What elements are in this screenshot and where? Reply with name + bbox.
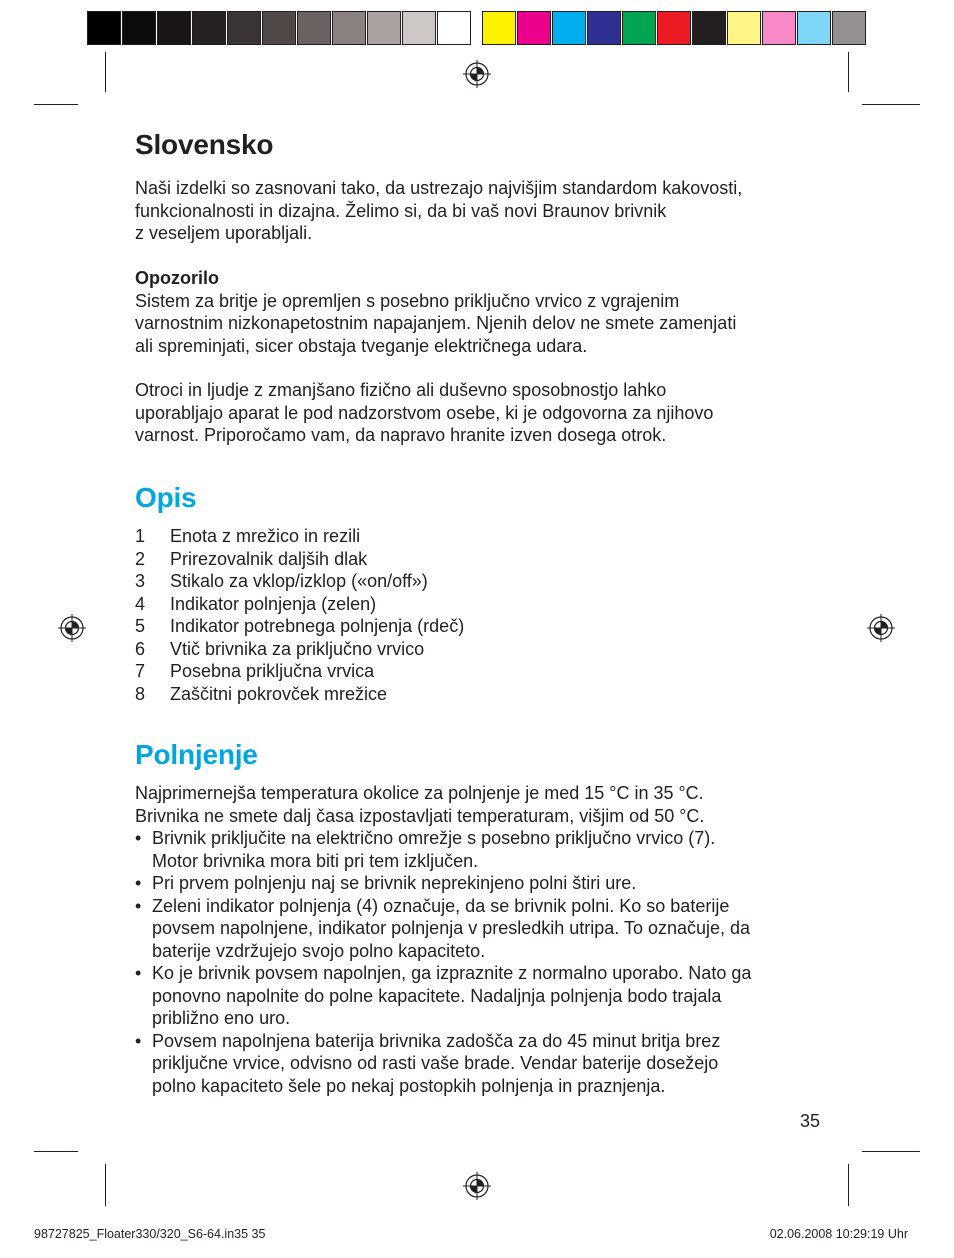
charging-line: Brivnika ne smete dalj časa izpostavljati temperaturam, višjim od 50 °C. (135, 805, 705, 826)
item-text: Posebna priključna vrvica (170, 661, 375, 681)
file-info: 98727825_Floater330/320_S6-64.in35 35 (34, 1227, 266, 1241)
color-swatch (657, 11, 691, 45)
color-swatch (517, 11, 551, 45)
crop-mark (34, 1151, 78, 1152)
bullet-item (135, 872, 835, 895)
color-swatch (832, 11, 866, 45)
color-swatch (332, 11, 366, 45)
color-swatch (797, 11, 831, 45)
color-swatch (622, 11, 656, 45)
list-item (135, 570, 464, 593)
color-swatch (762, 11, 796, 45)
item-number: 7 (135, 661, 146, 681)
warning-line: ali spreminjati, sicer obstaja tveganje električnega udara. (135, 335, 588, 356)
bullet-item (135, 895, 835, 963)
bullet-line: Motor brivnika mora biti pri tem izključen. (152, 850, 479, 871)
item-text: Indikator polnjenja (zelen) (170, 593, 377, 614)
list-item (135, 593, 464, 616)
registration-mark-icon (58, 614, 86, 642)
item-text: Prirezovalnik daljših dlak (170, 548, 368, 569)
bullet-symbol: • (135, 963, 142, 983)
warning-line: Sistem za britje je opremljen s posebno priključno vrvico z vgrajenim (135, 290, 680, 311)
bullet-item (135, 962, 835, 1030)
intro-line: z veseljem uporabljali. (135, 223, 313, 243)
bullet-line: Zeleni indikator polnjenja (4) označuje, da se brivnik polni. Ko so baterije (152, 895, 730, 916)
bullet-line: povsem napolnjene, indikator polnjenja v presledkih utripa. To označuje, da (152, 918, 751, 938)
bullet-item (135, 1030, 835, 1098)
item-number: 6 (135, 638, 146, 659)
color-swatch (587, 11, 621, 45)
color-swatch (227, 11, 261, 45)
list-item (135, 683, 464, 706)
grayscale-color-bar (87, 11, 472, 47)
item-number: 5 (135, 616, 146, 636)
item-number: 1 (135, 526, 146, 546)
warning-heading: Opozorilo (135, 268, 219, 288)
color-swatch (262, 11, 296, 45)
list-item (135, 638, 464, 661)
color-swatch (402, 11, 436, 45)
warning-section (135, 267, 825, 357)
color-swatch (437, 11, 471, 45)
intro-line: funkcionalnosti in dizajna. Želimo si, da bi vaš novi Braunov brivnik (135, 200, 667, 221)
bullet-line: baterije vzdržujejo svojo polno kapaciteto. (152, 940, 486, 961)
description-list (135, 525, 464, 705)
item-text: Enota z mrežico in rezili (170, 526, 361, 546)
bullet-line: polno kapaciteto šele po nekaj postopkih polnjenja in praznjenja. (152, 1075, 666, 1096)
bullet-symbol: • (135, 873, 142, 893)
color-swatch (87, 11, 121, 45)
page-number: 35 (799, 1111, 820, 1131)
charging-heading: Polnjenje (135, 739, 258, 770)
charging-intro (135, 782, 825, 827)
bullet-line: Pri prvem polnjenju naj se brivnik neprekinjeno polni štiri ure. (152, 873, 637, 893)
intro-line: Naši izdelki so zasnovani tako, da ustrezajo najvišjim standardom kakovosti, (135, 178, 743, 198)
crop-mark (105, 1164, 106, 1206)
color-swatch (297, 11, 331, 45)
intro-paragraph (135, 177, 825, 245)
item-number: 2 (135, 548, 146, 569)
item-text: Indikator potrebnega polnjenja (rdeč) (170, 616, 465, 636)
warning-line: varnostnim nizkonapetostnim napajanjem. Njenih delov ne smete zamenjati (135, 313, 737, 333)
crop-mark (862, 1151, 920, 1152)
process-color-bar (482, 11, 867, 47)
color-swatch (692, 11, 726, 45)
item-text: Stikalo za vklop/izklop («on/off») (170, 571, 428, 591)
bullet-line: priključne vrvice, odvisno od rasti vaše brade. Vendar baterije dosežejo (152, 1053, 719, 1073)
bullet-symbol: • (135, 828, 142, 848)
color-swatch (727, 11, 761, 45)
bullet-line: približno eno uro. (152, 1008, 291, 1028)
bullet-line: Ko je brivnik povsem napolnjen, ga izpraznite z normalno uporabo. Nato ga (152, 963, 752, 983)
children-line: varnost. Priporočamo vam, da napravo hranite izven dosega otrok. (135, 425, 667, 445)
children-line: Otroci in ljudje z zmanjšano fizično ali duševno sposobnostjo lahko (135, 380, 667, 400)
item-text: Vtič brivnika za priključno vrvico (170, 638, 425, 659)
item-number: 4 (135, 593, 146, 614)
crop-mark (848, 52, 849, 92)
charging-bullets (135, 827, 835, 1097)
charging-line: Najprimernejša temperatura okolice za polnjenje je med 15 °C in 35 °C. (135, 783, 704, 803)
bullet-symbol: • (135, 1030, 142, 1051)
bullet-line: ponovno napolnite do polne kapacitete. Nadaljnja polnjenja bodo trajala (152, 985, 722, 1006)
bullet-line: Povsem napolnjena baterija brivnika zadošča za do 45 minut britja brez (152, 1030, 721, 1051)
list-item (135, 660, 464, 683)
page-title: Slovensko (135, 129, 274, 160)
color-swatch (552, 11, 586, 45)
color-swatch (192, 11, 226, 45)
crop-mark (34, 104, 78, 105)
list-item (135, 615, 464, 638)
children-paragraph (135, 379, 825, 447)
color-swatch (122, 11, 156, 45)
bullet-item (135, 827, 835, 872)
crop-mark (105, 52, 106, 92)
color-swatch (367, 11, 401, 45)
registration-mark-icon (463, 60, 491, 88)
registration-mark-icon (463, 1172, 491, 1200)
crop-mark (848, 1164, 849, 1206)
children-line: uporabljajo aparat le pod nadzorstvom osebe, ki je odgovorna za njihovo (135, 402, 714, 423)
item-number: 8 (135, 683, 146, 704)
crop-mark (862, 104, 920, 105)
color-swatch (157, 11, 191, 45)
registration-mark-icon (867, 614, 895, 642)
color-swatch (482, 11, 516, 45)
list-item (135, 525, 464, 548)
list-item (135, 548, 464, 571)
item-text: Zaščitni pokrovček mrežice (170, 683, 388, 704)
description-heading: Opis (135, 482, 197, 513)
print-timestamp: 02.06.2008 10:29:19 Uhr (769, 1227, 908, 1241)
item-number: 3 (135, 571, 146, 591)
bullet-line: Brivnik priključite na električno omrežje s posebno priključno vrvico (7). (152, 828, 716, 848)
bullet-symbol: • (135, 895, 142, 916)
